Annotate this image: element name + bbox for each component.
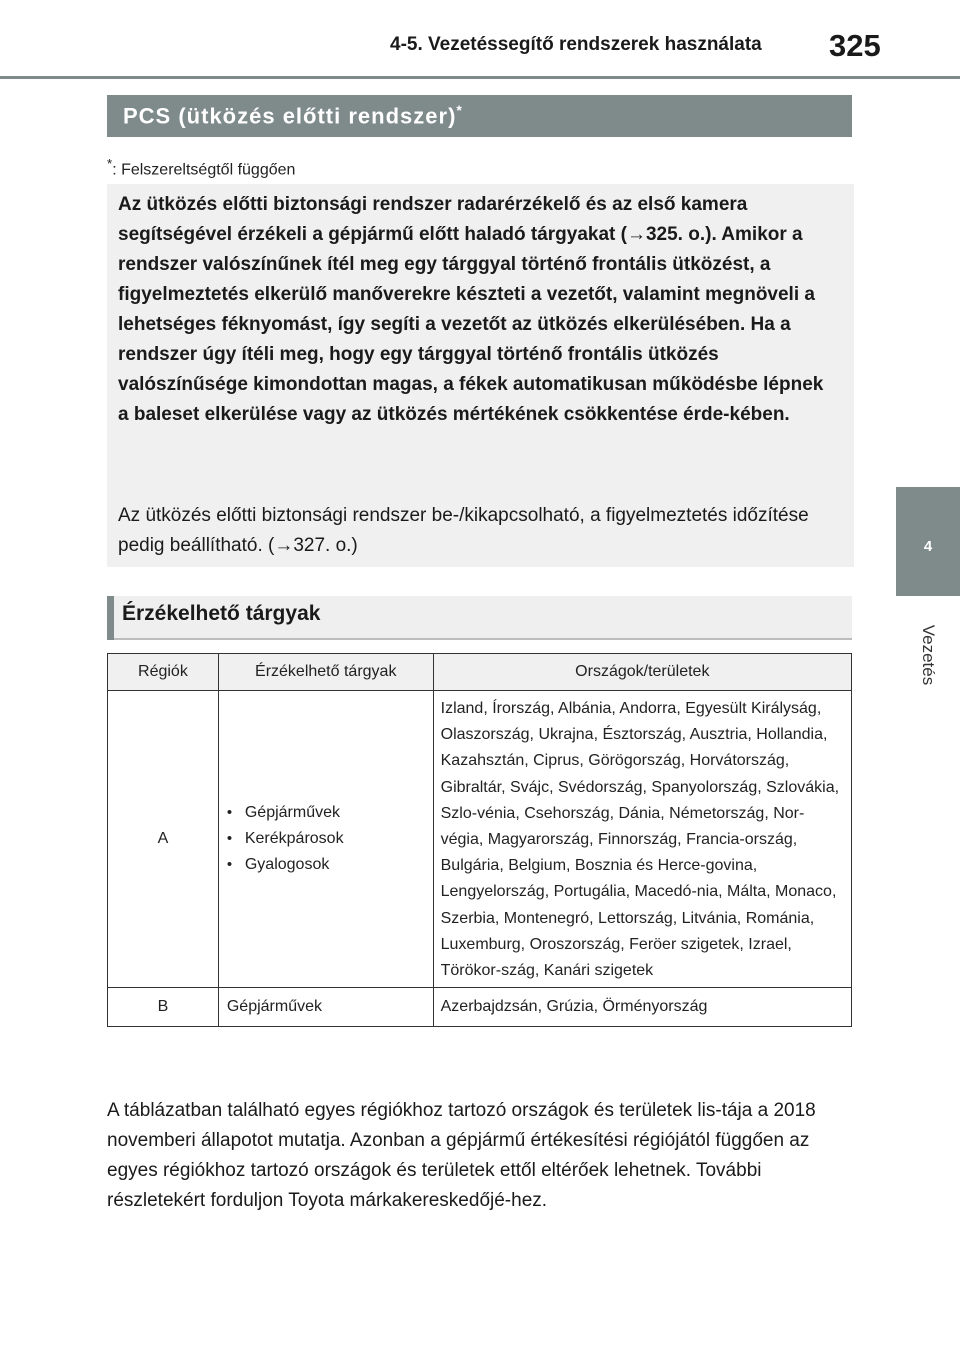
section-title (123, 102, 463, 129)
page-number: 325 (829, 28, 881, 63)
list-item: • Gyalogosok (227, 852, 427, 878)
section-title-text: PCS (ütközés előtti rendszer) (123, 103, 457, 129)
info-bold-paragraph: Az ütközés előtti biztonsági rendszer radarérzékelő és az első kamera segítségével érzékeli a gépjármű előtt haladó tárgyakat (→325. o.). Amikor a rendszer valószínűnek ítél meg egy tárggyal történő frontális ütközést, a figyelmeztetés elkerülő manőverekre készteti a vezetőt, valamint megnöveli a lehetséges féknyomást, így segíti a vezetőt az ütközés elkerülésében. Ha a rendszer úgy ítéli meg, hogy egy tárggyal történő frontális ütközés valószínűsége kimondottan magas, a fékek automatikusan működésbe lépnek a baleset elkerülése vagy az ütközés mértékének csökkentése érde-kében. (118, 194, 824, 425)
objects-list (227, 800, 427, 878)
table-header-row (108, 654, 852, 691)
chapter-tab-number: 4 (923, 538, 933, 555)
objects-cell: Gépjárművek (218, 988, 433, 1027)
region-cell: B (108, 988, 219, 1027)
footnote (107, 156, 295, 179)
subsection-title: Érzékelhető tárgyak (122, 602, 321, 625)
header-regions: Régiók (108, 654, 219, 691)
countries-cell: Izland, Írország, Albánia, Andorra, Egyesült Királyság, Olaszország, Ukrajna, Észtország, Ausztria, Hollandia, Kazahsztán, Ciprus, Görögország, Horvátország, Gibraltár, Svájc, Svédország, Spanyolország, Szlovákia, Szlo-vénia, Csehország, Dánia, Németország, Nor-végia, Magyarország, Finnország, Francia-ország, Bulgária, Belgium, Bosznia és Herce-govina, Lengyelország, Portugália, Macedó-nia, Málta, Monaco, Szerbia, Montenegró, Lettország, Litvánia, Románia, Luxemburg, Oroszország, Feröer szigetek, Izrael, Törökor-szág, Kanári szigetek (433, 691, 851, 988)
info-paragraph: Az ütközés előtti biztonsági rendszer be-/kikapcsolható, a figyelmeztetés időzítése pedig beállítható. (→327. o.) (118, 505, 809, 556)
table-row (108, 988, 852, 1027)
header-divider (0, 76, 960, 79)
header-objects: Érzékelhető tárgyak (218, 654, 433, 691)
table-row (108, 691, 852, 988)
objects-cell (218, 691, 433, 988)
list-item: • Gépjárművek (227, 800, 427, 826)
list-item: • Kerékpárosok (227, 826, 427, 852)
section-title-marker: * (456, 102, 463, 118)
region-cell: A (108, 691, 219, 988)
bottom-paragraph: A táblázatban található egyes régiókhoz tartozó országok és területek lis-tája a 2018 novemberi állapotot mutatja. Azonban a gépjármű értékesítési régiójától függően az egyes régiókhoz tartozó országok és területek ettől eltérőek lehetnek. További részletekért forduljon Toyota márkakereskedőjé-hez. (107, 1100, 816, 1211)
regions-table (107, 653, 852, 1027)
chapter-tab-label: Vezetés (919, 624, 938, 686)
subsection-accent (107, 596, 114, 640)
countries-cell: Azerbajdzsán, Grúzia, Örményország (433, 988, 851, 1027)
footnote-marker: * (107, 156, 113, 171)
header-title: 4-5. Vezetéssegítő rendszerek használata (390, 34, 762, 55)
header-countries: Országok/területek (433, 654, 851, 691)
footnote-text: : Felszereltségtől függően (112, 161, 296, 179)
